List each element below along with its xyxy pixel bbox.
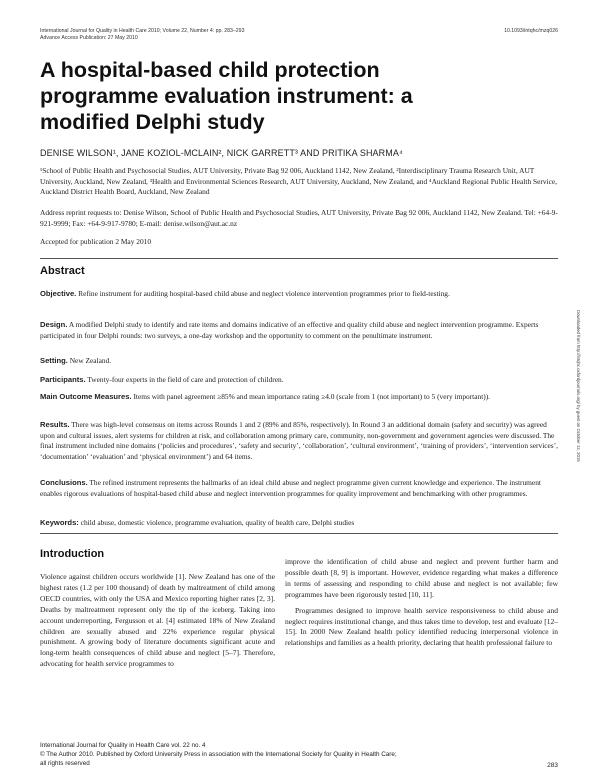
- reprint-address: Address reprint requests to: Denise Wilson, School of Public Health and Psychosocial Studies, AUT University, Private Bag 92 006, Auckland 1142, New Zealand. Tel: +64-9-921-9999; Fax: +64-9-917-9780; E-mail: denise.wilson@aut.ac.nz: [40, 208, 558, 228]
- keywords-label: Keywords:: [40, 518, 79, 527]
- article-title: A hospital-based child protection programme evaluation instrument: a modified Delphi study: [40, 58, 413, 134]
- results-label: Results.: [40, 420, 70, 429]
- conclusions-label: Conclusions.: [40, 478, 88, 487]
- introduction-heading: Introduction: [40, 548, 105, 560]
- footer-copyright: © The Author 2010. Published by Oxford University Press in association with the International Society for Quality in Health Care;: [40, 751, 397, 758]
- participants-text: Twenty-four experts in the field of care and protection of children.: [87, 375, 284, 384]
- footer-rights: all rights reserved: [40, 760, 90, 767]
- intro-left-paragraph: Violence against children occurs worldwide [1]. New Zealand has one of the highest rates (1.2 per 100 thousand) of death by maltreatment of child among OECD countries, with only the USA and Mexico reporting higher rates [2, 3]. Deaths by maltreatment represent only the tip of the iceberg. Taking into account underreporting, Fergusson et al. [4] estimated 18% of New Zealand children are sexually abused and 22% experience regular physical punishment. A growing body of literature documents significant acute and long-term health consequences of child abuse and neglect [5–7]. Therefore, advocating for health service programmes to: [40, 572, 275, 669]
- footer-journal: International Journal for Quality in Health Care vol. 22 no. 4: [40, 742, 206, 749]
- objective-label: Objective.: [40, 289, 77, 298]
- abstract-keywords: [40, 518, 558, 529]
- abstract-heading: Abstract: [40, 265, 85, 277]
- intro-right-column: [285, 557, 558, 649]
- measures-label: Main Outcome Measures.: [40, 392, 132, 401]
- abstract-setting: [40, 356, 558, 367]
- journal-line-1: International Journal for Quality in Health Care 2010; Volume 22, Number 4: pp. 283–293: [40, 28, 245, 34]
- abstract-measures: [40, 392, 558, 403]
- design-label: Design.: [40, 320, 68, 329]
- accepted-date: Accepted for publication 2 May 2010: [40, 237, 152, 246]
- intro-right-paragraph-2: Programmes designed to improve health service responsiveness to child abuse and neglect requires institutional change, and thus takes time to develop, test and evaluate [12–15]. In 2000 New Zealand health policy identified reducing interpersonal violence in relationships and families as a health priority, declaring that health professional failure to: [285, 605, 558, 648]
- intro-left-column: [40, 572, 275, 670]
- abstract-results: [40, 420, 558, 462]
- setting-label: Setting.: [40, 356, 68, 365]
- page-number: 283: [547, 762, 558, 769]
- abstract-objective: [40, 289, 558, 300]
- intro-right-paragraph-1: improve the identification of child abuse and neglect and prevent further harm and possible death [8, 9] is important. However, evidence regarding what makes a difference in terms of assessing and responding to child abuse and neglect is not available; few programmes have been rigorously tested [10, 11].: [285, 557, 558, 599]
- conclusions-text: The refined instrument represents the hallmarks of an ideal child abuse and neglect programme given current knowledge and experience. The instrument enables rigorous evaluations of hospital-based child abuse and neglect intervention programmes for quality improvement and benchmarking with other programmes.: [40, 478, 541, 498]
- authors-line: DENISE WILSON¹, JANE KOZIOL-MCLAIN², NICK GARRETT³ AND PRITIKA SHARMA⁴: [40, 148, 403, 158]
- setting-text: New Zealand.: [69, 356, 112, 365]
- participants-label: Participants.: [40, 375, 86, 384]
- keywords-text: child abuse, domestic violence, programme evaluation, quality of health care, Delphi studies: [80, 518, 355, 527]
- abstract-conclusions: [40, 478, 558, 499]
- measures-text: Items with panel agreement ≥85% and mean importance rating ≥4.0 (scale from 1 (not important) to 5 (very important)).: [133, 392, 491, 401]
- abstract-top-rule: [40, 258, 558, 259]
- objective-text: Refine instrument for auditing hospital-based child abuse and neglect violence intervention programmes prior to field-testing.: [78, 289, 450, 298]
- download-note[interactable]: Downloaded from http://intqhc.oxfordjournals.org/ by guest on October 12, 2015: [576, 310, 581, 462]
- journal-citation: [40, 28, 244, 42]
- abstract-bottom-rule: [40, 533, 558, 534]
- journal-line-2: Advance Access Publication: 27 May 2010: [40, 35, 138, 41]
- affiliations: ¹School of Public Health and Psychosocial Studies, AUT University, Private Bag 92 006, Auckland 1142, New Zealand, ²Interdisciplinary Trauma Research Unit, AUT University, Auckland, New Zealand, ³Health and Environmental Sciences Research, AUT University, Auckland, New Zealand, and ⁴Auckland Regional Public Health Service, Auckland District Health Board, Auckland, New Zealand: [40, 166, 557, 197]
- abstract-participants: [40, 375, 558, 386]
- design-text: A modified Delphi study to identify and rate items and domains indicative of an effective and quality child abuse and neglect intervention programme. Experts participated in four Delphi rounds: two surveys, a one-day workshop and the opportunity to comment on the penultimate instrument.: [40, 320, 539, 340]
- doi[interactable]: 10.1093/intqhc/mzq026: [504, 28, 558, 34]
- abstract-design: [40, 320, 558, 341]
- results-text: There was high-level consensus on items across Rounds 1 and 2 (89% and 85%, respectively). In Round 3 an additional domain (safety and security) was agreed upon and cultural issues, alert systems for children at risk, and collaboration among primary care, community, non-government and government agencies were discussed. The final instrument included nine domains (‘policies and procedures’, ‘safety and security’, ‘collaboration’, ‘cultural environment’, ‘training of providers’, ‘intervention services’, ‘documentation’ ‘evaluation’ and ‘physical environment’) and 64 items.: [40, 420, 558, 461]
